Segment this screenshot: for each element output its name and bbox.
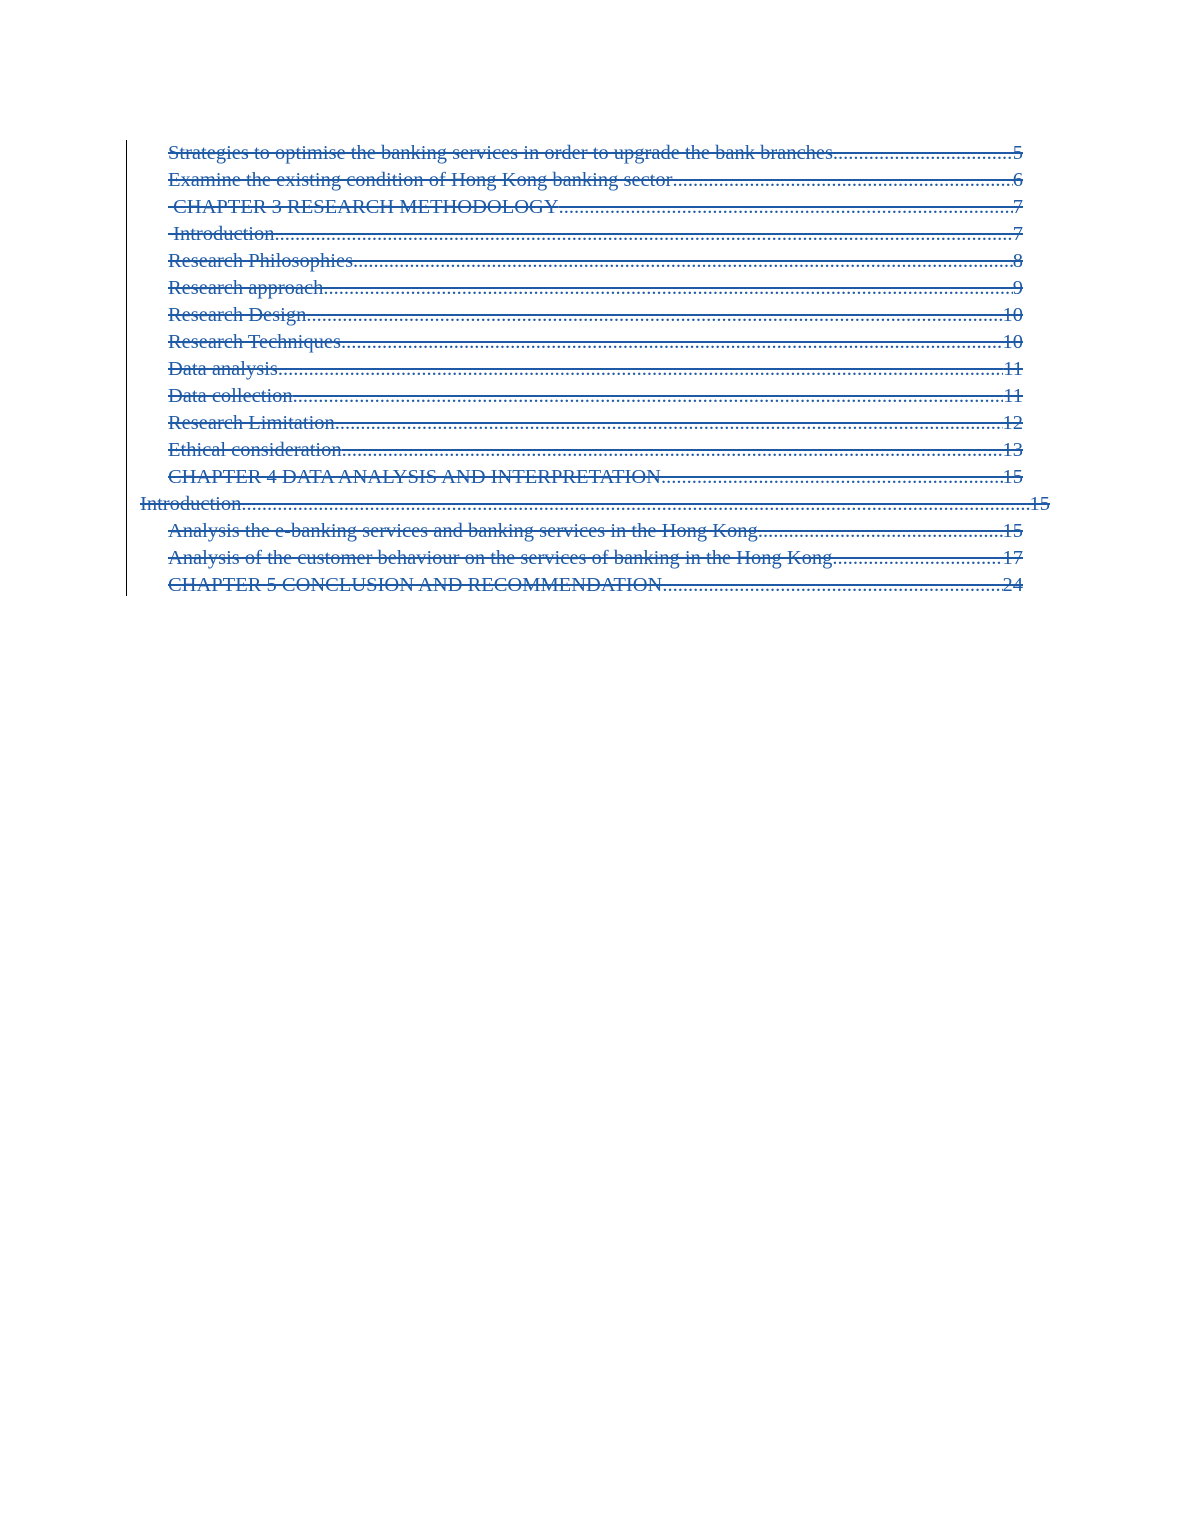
toc-entry[interactable] [168, 275, 1023, 302]
dot-leader [342, 437, 1003, 464]
toc-entry-page-number: 13 [1002, 439, 1023, 461]
toc-entry-page-number: 12 [1002, 412, 1023, 434]
toc-entry-page-number: 9 [1012, 277, 1023, 299]
toc-entry[interactable] [168, 140, 1023, 167]
toc-entry-title: Research Techniques [168, 331, 341, 353]
toc-entry-title: Research Limitation [168, 412, 335, 434]
toc-entry-page-number: 15 [1029, 493, 1050, 515]
revision-change-bar [126, 140, 127, 596]
toc-entry[interactable] [168, 545, 1023, 572]
toc-entry[interactable] [168, 302, 1023, 329]
toc-entry[interactable] [168, 221, 1023, 248]
toc-entry[interactable] [168, 329, 1023, 356]
toc-entry-title: Research Design [168, 304, 307, 326]
toc-entry-page-number: 7 [1012, 196, 1023, 218]
toc-entry-page-number: 24 [1002, 574, 1023, 596]
dot-leader [559, 194, 1013, 221]
toc-entry-title: CHAPTER 5 CONCLUSION AND RECOMMENDATION [168, 574, 663, 596]
toc-entry-title: Data collection [168, 385, 293, 407]
toc-entry-page-number: 11 [1003, 385, 1023, 407]
dot-leader [323, 275, 1012, 302]
toc-entry-title: Ethical consideration [168, 439, 342, 461]
toc-entry-title: CHAPTER 4 DATA ANALYSIS AND INTERPRETATION [168, 466, 661, 488]
dot-leader [832, 545, 1002, 572]
dot-leader [278, 356, 1003, 383]
toc-entry-title: Analysis the e-banking services and banking services in the Hong Kong [168, 520, 758, 542]
toc-entry-page-number: 10 [1002, 304, 1023, 326]
toc-entry-page-number: 10 [1002, 331, 1023, 353]
toc-entry[interactable] [140, 491, 1050, 518]
dot-leader [335, 410, 1003, 437]
toc-entry[interactable] [168, 248, 1023, 275]
toc-entry-page-number: 15 [1002, 466, 1023, 488]
dot-leader [306, 302, 1002, 329]
toc-entry-page-number: 17 [1002, 547, 1023, 569]
toc-entry[interactable] [168, 194, 1023, 221]
toc-entry[interactable] [168, 437, 1023, 464]
toc-entry[interactable] [168, 383, 1023, 410]
toc-entry[interactable] [168, 356, 1023, 383]
toc-entry-title: Introduction [168, 223, 275, 245]
toc-entry[interactable] [168, 167, 1023, 194]
toc-entry[interactable] [168, 464, 1023, 491]
toc-entry-page-number: 7 [1012, 223, 1023, 245]
toc-entry-title: CHAPTER 3 RESEARCH METHODOLOGY [168, 196, 559, 218]
toc-entry-title: Examine the existing condition of Hong Kong banking sector [168, 169, 673, 191]
toc-entry[interactable] [168, 572, 1023, 599]
toc-entry-title: Research approach [168, 277, 324, 299]
toc-entry-page-number: 15 [1002, 520, 1023, 542]
dot-leader [662, 572, 1002, 599]
dot-leader [341, 329, 1003, 356]
toc-entry[interactable] [168, 410, 1023, 437]
toc-entry-page-number: 11 [1003, 358, 1023, 380]
dot-leader [672, 167, 1012, 194]
toc-entry-page-number: 5 [1012, 142, 1023, 164]
toc-entry-page-number: 6 [1012, 169, 1023, 191]
toc-entry-title: Analysis of the customer behaviour on the services of banking in the Hong Kong [168, 547, 833, 569]
toc-entry-page-number: 8 [1012, 250, 1023, 272]
toc-entry-title: Research Philosophies [168, 250, 354, 272]
dot-leader [353, 248, 1013, 275]
dot-leader [293, 383, 1004, 410]
toc-entry-title: Introduction [140, 493, 242, 515]
dot-leader [833, 140, 1013, 167]
toc-entry-title: Strategies to optimise the banking services in order to upgrade the bank branches [168, 142, 833, 164]
toc-entry-title: Data analysis [168, 358, 278, 380]
dot-leader [758, 518, 1003, 545]
dot-leader [241, 491, 1029, 518]
dot-leader [274, 221, 1012, 248]
toc-entry[interactable] [168, 518, 1023, 545]
dot-leader [661, 464, 1003, 491]
